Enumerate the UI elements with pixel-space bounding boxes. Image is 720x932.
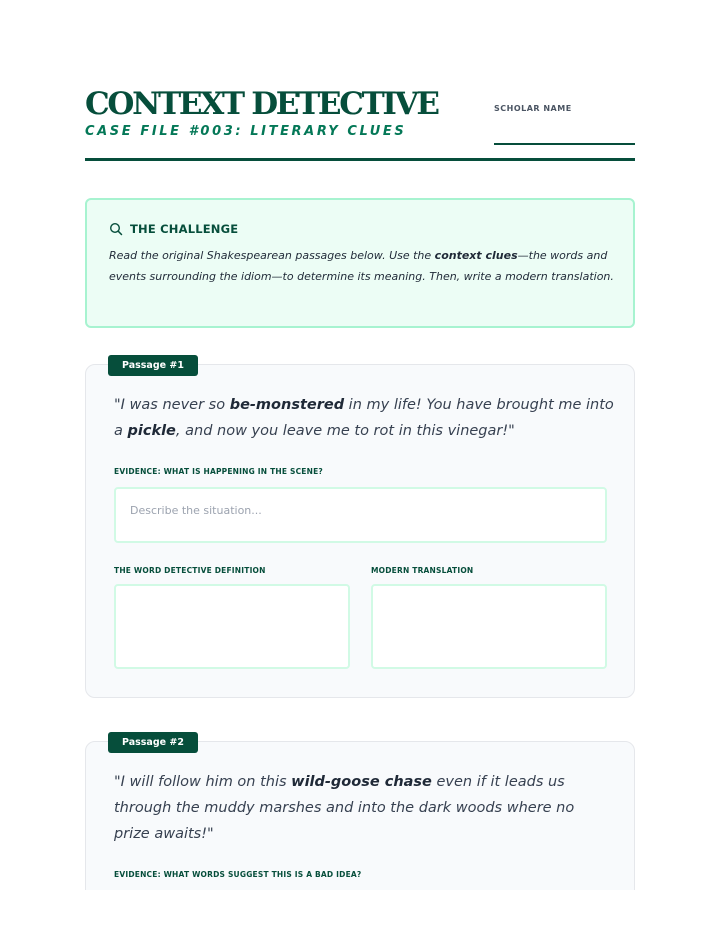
evidence-input-1[interactable] <box>114 487 607 543</box>
scholar-name-field[interactable] <box>494 143 635 145</box>
definition-input-1[interactable] <box>114 584 350 669</box>
header-divider <box>85 158 635 161</box>
context-clues-emphasis: context clues <box>434 249 518 262</box>
definition-label-1: THE WORD DETECTIVE DEFINITION <box>114 566 266 575</box>
evidence-label-1: EVIDENCE: WHAT IS HAPPENING IN THE SCENE? <box>114 467 323 476</box>
idiom-pickle: pickle <box>127 423 176 439</box>
passage-card-1 <box>85 360 635 698</box>
evidence-label-2: EVIDENCE: WHAT WORDS SUGGEST THIS IS A BAD IDEA? <box>114 870 362 879</box>
search-icon <box>109 222 123 236</box>
evidence-placeholder-1: Describe the situation... <box>130 504 262 517</box>
page-header <box>85 86 635 162</box>
challenge-instructions: Read the original Shakespearean passages below. Use the context clues—the words and events surrounding the idiom—to determine its meaning. Then, write a modern translation. <box>109 249 614 283</box>
challenge-box <box>85 198 635 328</box>
challenge-heading <box>109 222 238 236</box>
worksheet-page <box>85 0 635 890</box>
passage-quote-2: "I will follow him on this wild-goose chase even if it leads us through the muddy marshes and into the dark woods where no prize awaits!" <box>114 774 575 842</box>
idiom-wild-goose-chase: wild-goose chase <box>291 774 432 790</box>
passage-quote-1: "I was never so be-monstered in my life! You have brought me into a pickle, and now you leave me to rot in this vinegar!" <box>114 397 614 439</box>
page-subtitle: CASE FILE #003: LITERARY CLUES <box>85 124 407 139</box>
scholar-name-label: SCHOLAR NAME <box>494 104 572 113</box>
translation-input-1[interactable] <box>371 584 607 669</box>
passage-card-2 <box>85 737 635 890</box>
translation-label-1: MODERN TRANSLATION <box>371 566 474 575</box>
idiom-be-monstered: be-monstered <box>229 397 345 413</box>
passage-badge-2: Passage #2 <box>108 732 198 753</box>
passage-badge-1: Passage #1 <box>108 355 198 376</box>
challenge-title: THE CHALLENGE <box>130 222 239 236</box>
page-title: CONTEXT DETECTIVE <box>85 86 438 122</box>
